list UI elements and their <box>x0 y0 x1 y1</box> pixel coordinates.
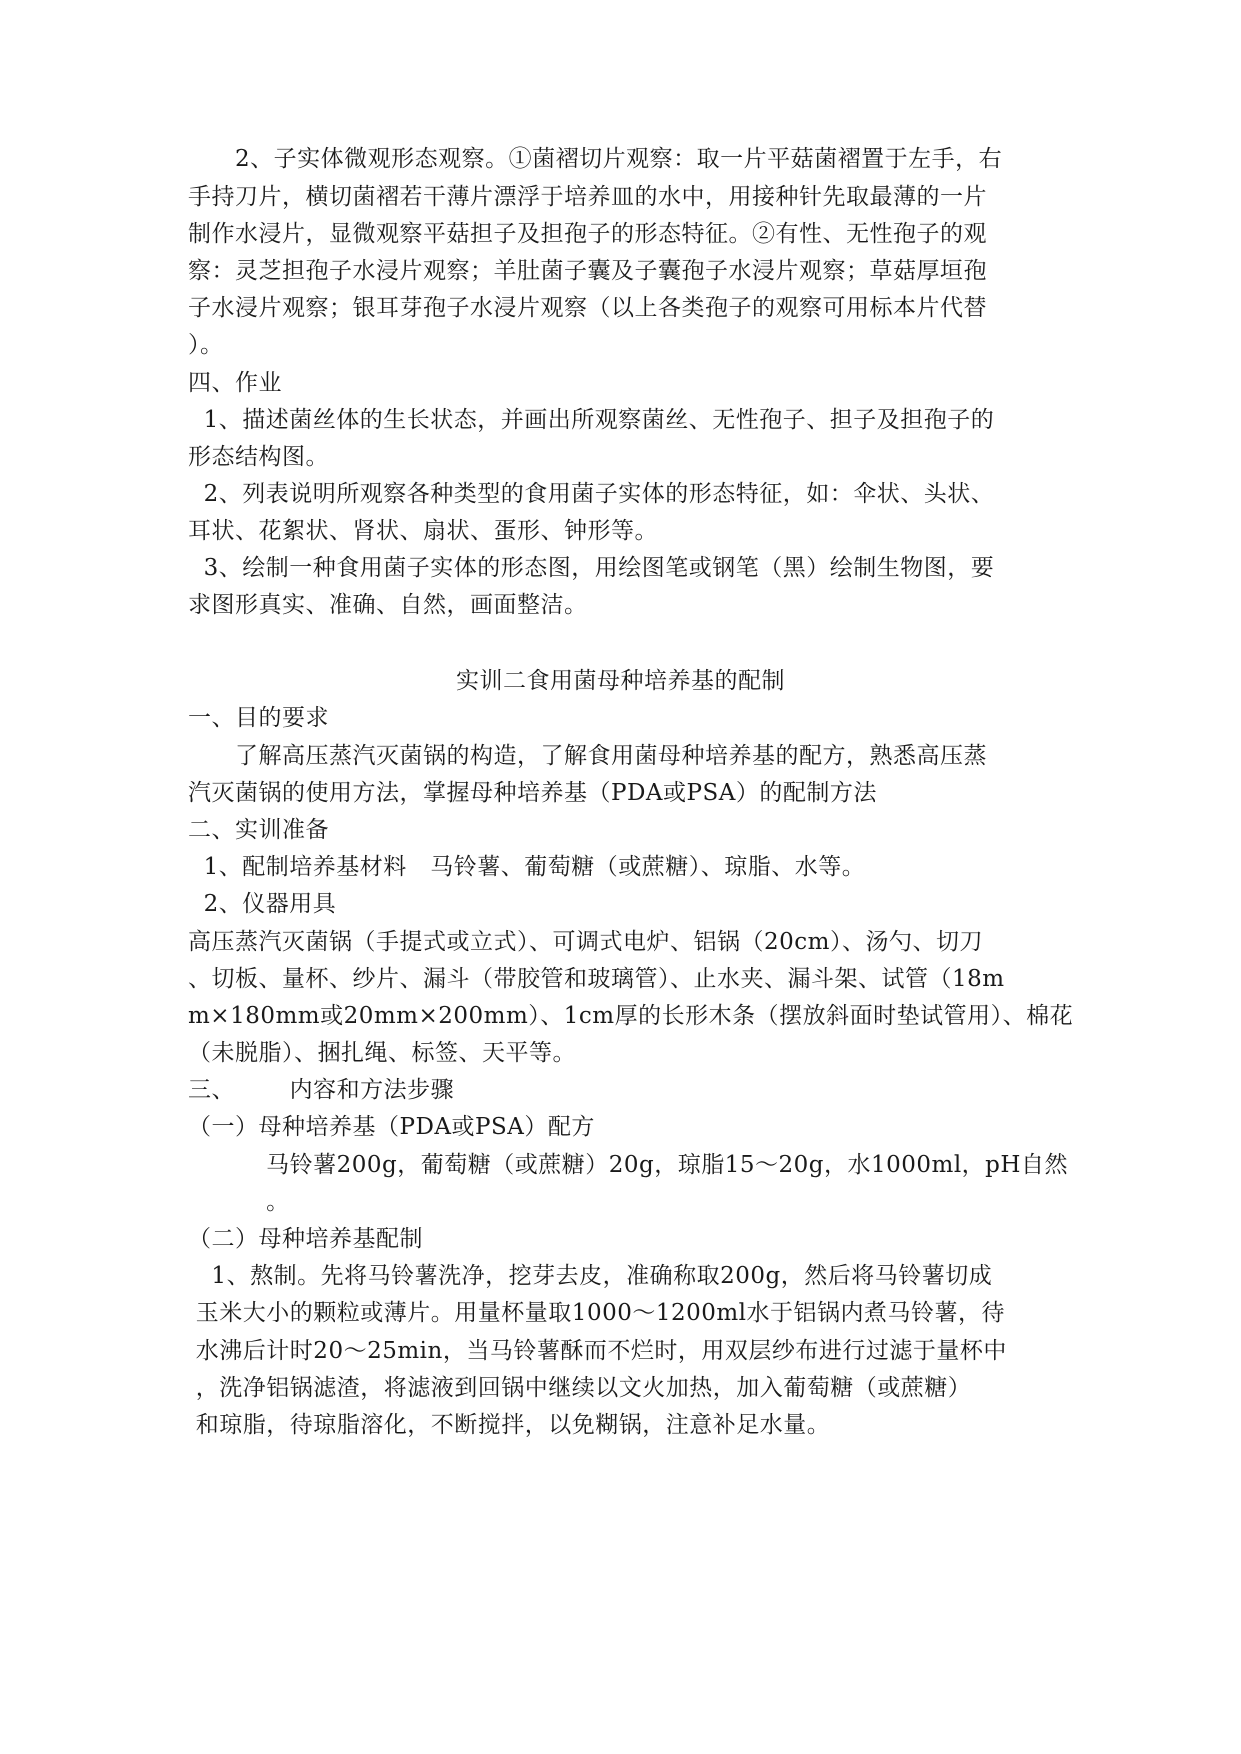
text-line: 子水浸片观察；银耳芽孢子水浸片观察（以上各类孢子的观察可用标本片代替 <box>188 295 987 321</box>
section-heading: 四、作业 <box>188 370 282 396</box>
text-line: 求图形真实、准确、自然，画面整洁。 <box>188 592 588 618</box>
text-line: 制作水浸片，显微观察平菇担子及担孢子的形态特征。②有性、无性孢子的观 <box>188 221 987 247</box>
text-line: 水沸后计时20～25min，当马铃薯酥而不烂时，用双层纱布进行过滤于量杯中 <box>188 1338 1007 1364</box>
text-line: 耳状、花絮状、肾状、扇状、蛋形、钟形等。 <box>188 518 658 544</box>
text-line: m×180mm或20mm×200mm）、1cm厚的长形木条（摆放斜面时垫试管用）、棉花 <box>188 1003 1074 1029</box>
text-line: 了解高压蒸汽灭菌锅的构造，了解食用菌母种培养基的配方，熟悉高压蒸 <box>188 743 987 769</box>
chapter-title: 实训二食用菌母种培养基的配制 <box>456 668 785 694</box>
text-line: 1、描述菌丝体的生长状态，并画出所观察菌丝、无性孢子、担子及担孢子的 <box>188 407 995 433</box>
text-line: 形态结构图。 <box>188 444 329 470</box>
text-line: 2、仪器用具 <box>188 891 337 917</box>
section-heading: 三、 内容和方法步骤 <box>188 1077 455 1103</box>
text-line: 、切板、量杯、纱片、漏斗（带胶管和玻璃管）、止水夹、漏斗架、试管（18m <box>188 966 1005 992</box>
text-line: 1、配制培养基材料 马铃薯、葡萄糖（或蔗糖）、琼脂、水等。 <box>188 854 866 880</box>
text-line: 马铃薯200g，葡萄糖（或蔗糖）20g，琼脂15～20g，水1000ml，pH自然 <box>188 1152 1068 1178</box>
section-heading: 二、实训准备 <box>188 817 329 843</box>
text-line: 手持刀片，横切菌褶若干薄片漂浮于培养皿的水中，用接种针先取最薄的一片 <box>188 184 987 210</box>
text-line: 玉米大小的颗粒或薄片。用量杯量取1000～1200ml水于铝锅内煮马铃薯，待 <box>188 1300 1006 1326</box>
section-heading: 一、目的要求 <box>188 705 329 731</box>
text-line: 高压蒸汽灭菌锅（手提式或立式）、可调式电炉、铝锅（20cm）、汤勺、切刀 <box>188 929 983 955</box>
subsection-heading: （一）母种培养基（PDA或PSA）配方 <box>188 1114 595 1140</box>
text-line: 和琼脂，待琼脂溶化，不断搅拌，以免糊锅，注意补足水量。 <box>188 1412 831 1438</box>
text-line: 汽灭菌锅的使用方法，掌握母种培养基（PDA或PSA）的配制方法 <box>188 780 877 806</box>
text-line: ）。 <box>188 332 224 358</box>
text-line: ，洗净铝锅滤渣，将滤液到回锅中继续以文火加热，加入葡萄糖（或蔗糖） <box>188 1375 972 1401</box>
text-line: 。 <box>188 1189 290 1215</box>
text-line: 察：灵芝担孢子水浸片观察；羊肚菌子囊及子囊孢子水浸片观察；草菇厚垣孢 <box>188 258 987 284</box>
subsection-heading: （二）母种培养基配制 <box>188 1226 423 1252</box>
text-line: 2、列表说明所观察各种类型的食用菌子实体的形态特征，如：伞状、头状、 <box>188 481 995 507</box>
text-line: 3、绘制一种食用菌子实体的形态图，用绘图笔或钢笔（黑）绘制生物图，要 <box>188 555 995 581</box>
text-line: 1、熬制。先将马铃薯洗净，挖芽去皮，准确称取200g，然后将马铃薯切成 <box>188 1263 993 1289</box>
text-line: 2、子实体微观形态观察。①菌褶切片观察：取一片平菇菌褶置于左手，右 <box>188 146 1003 172</box>
text-line: （未脱脂）、捆扎绳、标签、天平等。 <box>188 1040 576 1066</box>
